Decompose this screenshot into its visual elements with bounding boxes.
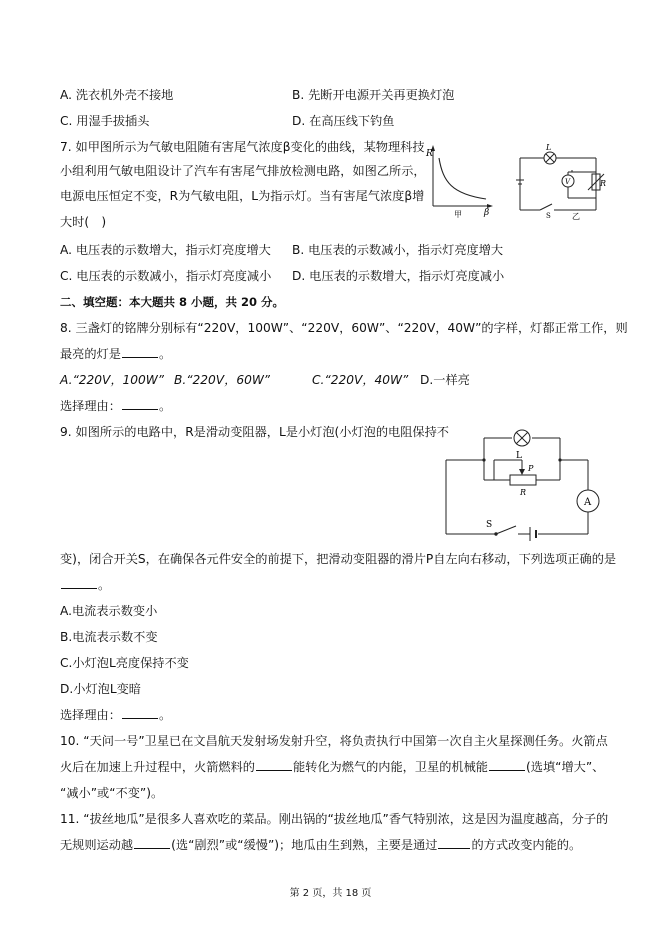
- q8-stem-end: 。: [158, 347, 172, 361]
- q7-option-d: D. 电压表的示数增大，指示灯亮度减小: [292, 269, 505, 283]
- q11-blank-1[interactable]: [134, 837, 170, 849]
- q6-option-a: A. 洗衣机外壳不接地: [60, 88, 174, 102]
- q9-stem-line1: 9. 如图所示的电路中，R是滑动变阻器，L是小灯泡(小灯泡的电阻保持不: [60, 425, 449, 439]
- q9-reason-label: 选择理由：: [60, 708, 121, 722]
- q9-reason-blank[interactable]: [122, 707, 158, 719]
- q10-stem-line2: [60, 759, 604, 775]
- q8-reason-blank[interactable]: [122, 398, 158, 410]
- q8-stem-line1: 8. 三盏灯的铭牌分别标有“220V，100W”、“220V，60W”、“220V，40W”的字样，灯都正常工作，则: [60, 321, 628, 335]
- q9-option-b: B.电流表示数不变: [60, 630, 158, 644]
- q10-text-c: (选填“增大”、: [526, 760, 605, 774]
- page-footer: 第 2 页，共 18 页: [289, 888, 372, 899]
- q7-fig1-xlabel: β: [484, 208, 490, 218]
- q10-stem-line3: “减小”或“不变”)。: [60, 786, 164, 800]
- q8-option-a: A.“220V，100W”: [60, 373, 164, 387]
- q11-blank-2[interactable]: [438, 837, 470, 849]
- q7-figure-yi: [512, 140, 606, 220]
- q9-fig-lamp-label: L: [516, 451, 522, 461]
- q7-stem-line2: 小组利用气敏电阻设计了汽车有害尾气排放检测电路，如图乙所示，: [60, 164, 426, 178]
- q7-option-b: B. 电压表的示数减小，指示灯亮度增大: [292, 243, 504, 257]
- q11-text-b: (选“剧烈”或“缓慢”)；地瓜由生到熟，主要是通过: [171, 838, 438, 852]
- q11-text-a: 无规则运动越: [60, 838, 134, 852]
- q9-answer-blank[interactable]: [61, 577, 97, 589]
- q7-stem-line4: 大时( ): [60, 215, 107, 229]
- q7-stem-line1: 7. 如甲图所示为气敏电阻随有害尾气浓度β变化的曲线，某物理科技: [60, 140, 425, 154]
- q10-text-b: 能转化为燃气的内能，卫星的机械能: [293, 760, 488, 774]
- q9-option-a: A.电流表示数变小: [60, 604, 158, 618]
- q8-reason-line: [60, 398, 171, 414]
- q7-fig1-caption: 甲: [454, 210, 462, 219]
- q7-fig2-caption: 乙: [572, 212, 580, 220]
- q9-fig-switch-label: S: [486, 520, 493, 530]
- q7-figure-jia: [424, 142, 502, 220]
- q8-option-c: C.“220V，40W”: [312, 373, 409, 387]
- q9-reason-end: 。: [158, 708, 172, 722]
- q10-blank-1[interactable]: [256, 759, 292, 771]
- q8-option-b: B.“220V，60W”: [174, 373, 270, 387]
- q10-stem-line1: 10. “天问一号”卫星已在文昌航天发射场发射升空，将负责执行中国第一次自主火星探测任务。火箭点: [60, 734, 608, 748]
- q8-reason-end: 。: [158, 399, 172, 413]
- q7-fig2-switch-label: S: [546, 212, 551, 220]
- q11-text-c: 的方式改变内能的。: [471, 838, 582, 852]
- q8-stem-line2: [60, 346, 171, 362]
- q9-option-c: C.小灯泡L亮度保持不变: [60, 656, 189, 670]
- q6-option-b: B. 先断开电源开关再更换灯泡: [292, 88, 455, 102]
- q9-stem-line3: [60, 577, 110, 593]
- q7-fig2-meter-label: V: [565, 178, 571, 186]
- q7-fig2-res-label: R: [600, 179, 606, 188]
- q8-answer-blank[interactable]: [122, 346, 158, 358]
- q7-fig2-lamp-label: L: [546, 143, 552, 152]
- section-heading: 二、填空题：本大题共 8 小题，共 20 分。: [60, 295, 285, 309]
- q9-option-d: D.小灯泡L变暗: [60, 682, 141, 696]
- q9-reason-line: [60, 707, 171, 723]
- q11-stem-line2: [60, 837, 581, 853]
- q9-stem-end: 。: [98, 578, 111, 592]
- q8-stem-text: 最亮的灯是: [60, 347, 121, 361]
- q6-option-d: D. 在高压线下钓鱼: [292, 114, 395, 128]
- q8-reason-label: 选择理由：: [60, 399, 121, 413]
- q9-stem-line2: 变)，闭合开关S，在确保各元件安全的前提下，把滑动变阻器的滑片P自左向右移动，下列选项正确的是: [60, 552, 617, 566]
- q10-blank-2[interactable]: [489, 759, 525, 771]
- q11-stem-line1: 11. “拔丝地瓜”是很多人喜欢吃的菜品。刚出锅的“拔丝地瓜”香气特别浓，这是因为温度越高，分子的: [60, 812, 609, 826]
- q7-fig1-ylabel: R: [426, 149, 433, 159]
- q9-fig-slider-label: P: [528, 464, 534, 473]
- q6-option-c: C. 用湿手拔插头: [60, 114, 150, 128]
- q7-option-c: C. 电压表的示数减小，指示灯亮度减小: [60, 269, 272, 283]
- q7-option-a: A. 电压表的示数增大，指示灯亮度增大: [60, 243, 271, 257]
- q9-circuit-figure: [440, 424, 604, 546]
- q8-option-d: D.一样亮: [420, 373, 470, 387]
- q10-text-a: 火后在加速上升过程中，火箭燃料的: [60, 760, 255, 774]
- q9-fig-res-label: R: [520, 488, 527, 497]
- q9-fig-ammeter-label: A: [584, 497, 592, 508]
- q7-stem-line3: 电源电压恒定不变，R为气敏电阻，L为指示灯。当有害尾气浓度β增: [60, 189, 425, 203]
